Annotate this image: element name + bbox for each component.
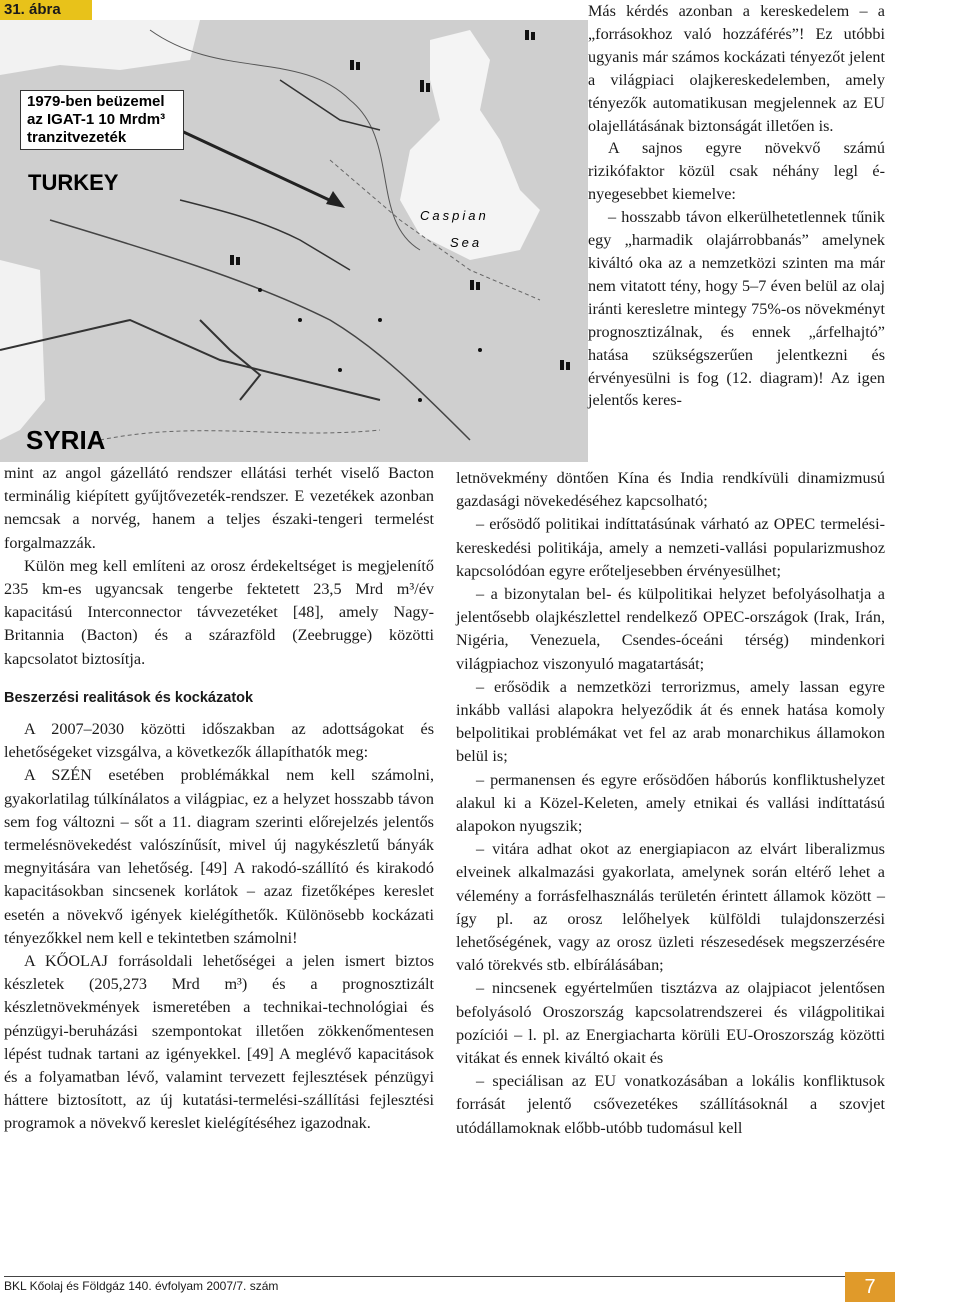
paragraph: A KŐOLAJ forrásoldali lehetőségei a jelen ismert biztos készletek (205,273 Mrd m³) és a prognosztizált készletnövekmények ismeretében a technikai-technológiai és pénzügyi-beruházási szempontokat illetően zökkenőmentesen lépést tudnak tartani az igényekkel. [49] A meglévő kapacitások és a folyamatban lévő, valamint tervezett fejlesztések pénzügyi háttere biztosított, az új kutatási-termelési-szállítási fejlesztési programok a növekvő kereslet kielégítéséhez igazodnak. [4, 952, 434, 1133]
callout-line: az IGAT-1 10 Mrdm³ [27, 111, 166, 128]
paragraph: mint az angol gázellátó rendszer ellátási terhét viselő Bacton terminálig kiépített gyűjtővezeték-rendszer. E vezetékek azonban nemcsak a norvég, hanem a teljes északi-tengeri termelést forgalmazzák. [4, 464, 434, 552]
list-item: – erősödő politikai indíttatásúnak várható az OPEC termelési-kereskedési politikája, amely a nemzeti-vallási popularizmushoz kapcsolódóan egyre erőteljesebben érvényesülhet; [456, 515, 885, 580]
map-label-sea: Sea [450, 235, 483, 250]
pipeline-map [0, 20, 588, 462]
right-column-bottom [456, 467, 885, 1140]
list-item: – nincsenek egyértelműen tisztázva az olajpiacot jelentősen befolyásoló Oroszország kapcsolatrendszerei és világpolitikai pozíciói – l. pl. az Energiacharta körüli EU-Oroszország közötti vitákat és ennek kiváltó okait és [456, 979, 885, 1068]
paragraph: A sajnos egyre növekvő számú rizikófaktor közül csak néhány legl é-nyegesebbet kiemelve: [588, 139, 885, 204]
paragraph: A 2007–2030 közötti időszakban az adottságokat és lehetőségeket vizsgálva, a következők állapíthatók meg: [4, 720, 434, 762]
section-heading: Beszerzési realitások és kockázatok [4, 689, 254, 706]
right-column-top [588, 0, 885, 412]
list-item: – erősödik a nemzetközi terrorizmus, amely lassan egyre inkább vallási alapokra helyeződik át és ennek hatása komoly belpolitikai problémákat vet fel az arab monarchikus államokon belül is; [456, 677, 885, 766]
paragraph: Más kérdés azonban a kereskedelem – a „forrásokhoz való hozzáférés”! Ez utóbbi ugyanis már számos kockázati tényezőt jelent a világpiaci olajkereskedelemben, amely tényezők automatikusan megjelennek az EU olajellátásának biztonságát illetően is. [588, 2, 885, 135]
map-label-syria: SYRIA [26, 425, 106, 455]
list-item: – speciálisan az EU vonatkozásában a lokális konfliktusok forrását jelentő csővezetékes szállításoknál a szovjet utódállamoknak előbb-utóbb tudomásul kell [456, 1072, 885, 1137]
callout-line: tranzitvezeték [27, 129, 127, 146]
map-label-caspian: Caspian [420, 208, 489, 223]
footer: BKL Kőolaj és Földgáz 140. évfolyam 2007/7. szám [4, 1276, 884, 1293]
callout-line: 1979-ben beüzemel [27, 93, 165, 110]
page-number: 7 [845, 1272, 895, 1302]
list-item: – vitára adhat okot az energiapiacon az elvárt liberalizmus elveinek alkalmazási gyakorlata, amelynek során eltérő lehet a vélemény a forrásfelhasználás területén érintett államok között – így pl. az orosz lelőhelyek külföldi tulajdonszerzési lehetőségének, vagy az orosz üzleti részesedések megszerzésére való törekvés stb. elbírálásában; [456, 840, 885, 975]
figure-callout [20, 90, 184, 150]
list-item: – a bizonytalan bel- és külpolitikai helyzet befolyásolhatja a jelentősebb olajkészlettel rendelkező OPEC-országok (Irak, Irán, Nigéria, Venezuela, Csendes-óceáni térség) mindenkori világpiachoz viszonyuló magatartását; [456, 585, 885, 673]
list-item: – permanensen és egyre erősödően háborús konfliktushelyzet alakul ki a Közel-Keleten, amely etnikai és vallási indíttatású alapokon nyugszik; [456, 770, 885, 836]
paragraph: letnövekmény döntően Kína és India rendkívüli dinamizmusú gazdasági növekedéséhez kapcsolható; [456, 469, 885, 511]
paragraph: – hosszabb távon elkerülhetetlennek tűnik egy „harmadik olajárrobbanás” amelynek kiváltó oka az a nemzetközi szinten ma már nem vitatott tény, hogy 5–7 éven belül az olaj iránti keresletre mintegy 75%-os növekményt prognosztizálnak, és ennek „árfelhajtó” hatása szükségszerűen jelentkezni és érvényesülni is fog (12. diagram)! Az igen jelentős keres- [588, 208, 885, 410]
figure-label: 31. ábra [0, 0, 92, 20]
map-label-turkey: TURKEY [28, 170, 119, 195]
paragraph: A SZÉN esetében problémákkal nem kell számolni, gyakorlatilag túlkínálatos a világpiac, ez a helyzet hosszabb távon sem fog változni – sőt a 11. diagram szerinti előrejelzés jelentős termelésnövekedést valószínűsít, mivel új nagykészletű bányák megnyitására van lehetőség. [49] A rakodó-szállító és kirakodó kapacitásokban sincsenek korlátok – azaz fizetőképes kereslet esetén a növekvő igények kielégíthetők. Különösebb kockázati tényezőkkel nem kell e tekintetben számolni! [4, 766, 434, 947]
left-column [4, 462, 434, 1136]
paragraph: Külön meg kell említeni az orosz érdekeltséget is megjelenítő 235 km-es ugyancsak tengerbe fektetett 23,5 Mrd m³/év kapacitású Interconnector távvezetéket [48], amely Nagy-Britannia (Bacton) és a szárazföld (Zeebrugge) közötti kapcsolatot biztosítja. [4, 556, 434, 668]
